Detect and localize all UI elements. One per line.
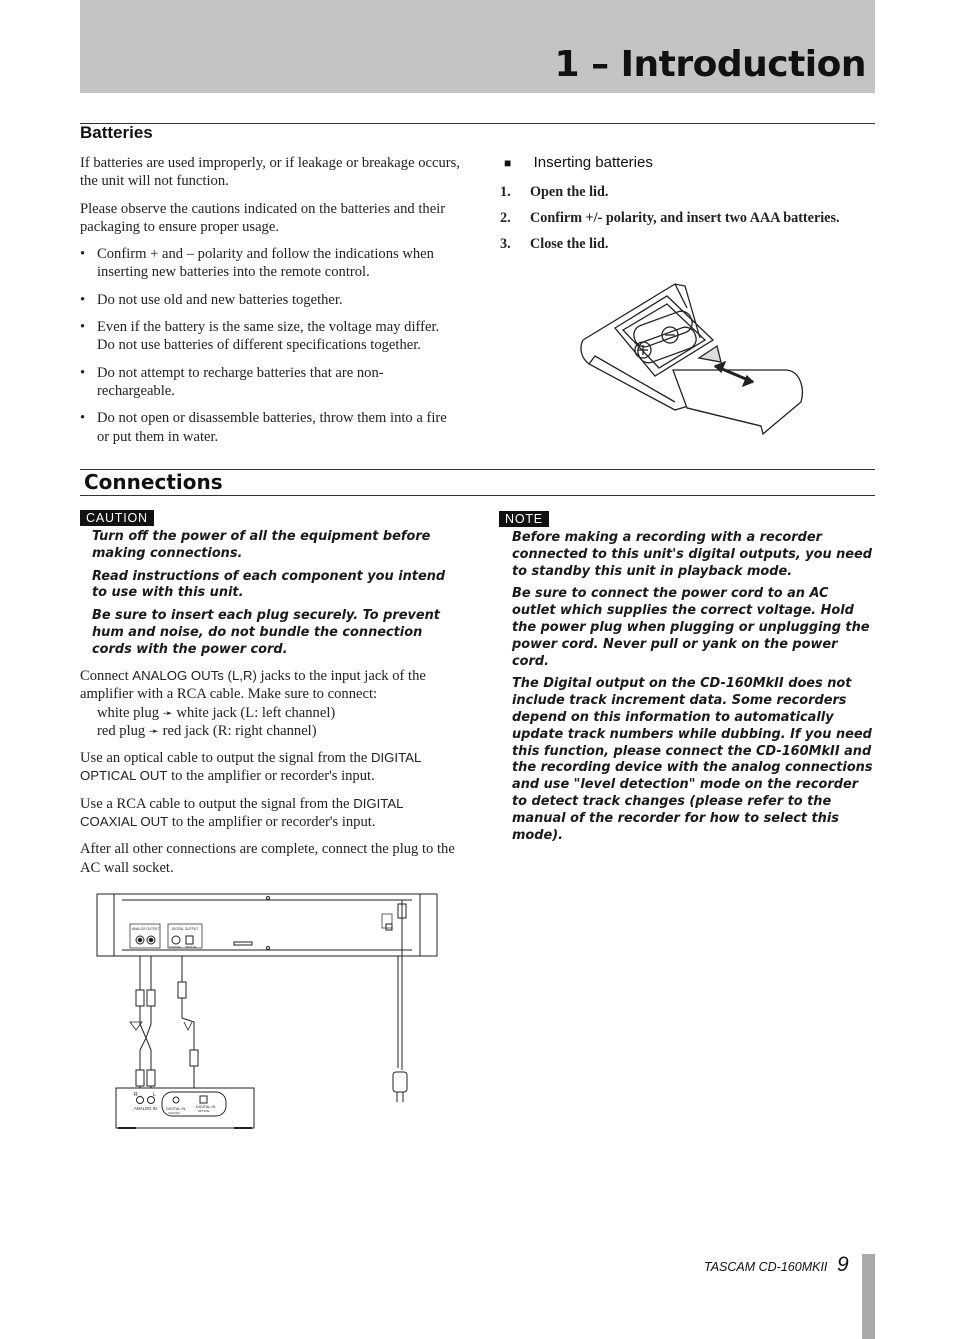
note-text (512, 530, 874, 850)
caution-paragraph: Read instructions of each component you intend to use with this unit. (92, 568, 446, 601)
batteries-paragraph: If batteries are used improperly, or if leakage or breakage occurs, the unit will not function. (80, 155, 460, 190)
final-paragraph: After all other connections are complete, connect the plug to the AC wall socket. (80, 841, 455, 876)
svg-text:ANALOG OUTPUT: ANALOG OUTPUT (132, 927, 160, 931)
svg-text:COAXIAL: COAXIAL (169, 945, 182, 949)
list-item: • Even if the battery is the same size, the voltage may differ. Do not use batteries of different specifications together. (80, 319, 440, 354)
connections-heading: Connections (84, 470, 223, 494)
svg-text:ANALOG IN: ANALOG IN (134, 1106, 157, 1111)
list-item: 3. Close the lid. (500, 236, 609, 252)
footer-model: TASCAM CD-160MKII (704, 1260, 828, 1274)
svg-text:OPTICAL: OPTICAL (198, 1109, 210, 1113)
bullet-icon: • (80, 246, 86, 263)
batteries-paragraph: Please observe the cautions indicated on the batteries and their packaging to ensure proper usage. (80, 200, 446, 235)
coaxial-paragraph: Use a RCA cable to output the signal from the DIGITAL COAXIAL OUT to the amplifier or recorder's input. (80, 795, 404, 831)
side-tab-bar (862, 1254, 875, 1339)
connection-diagram (96, 890, 441, 1135)
bullet-icon: • (80, 410, 86, 427)
chapter-title: 1 – Introduction (554, 44, 866, 85)
svg-text:DIGITAL OUTPUT: DIGITAL OUTPUT (172, 927, 199, 931)
list-item: 2. Confirm +/- polarity, and insert two AAA batteries. (500, 210, 840, 226)
remote-battery-compartment-illustration (575, 278, 825, 438)
caution-paragraph: Be sure to insert each plug securely. To prevent hum and noise, do not bundle the connection cords with the power cord. (92, 608, 440, 657)
note-paragraph: The Digital output on the CD-160MkII does not include track increment data. Some recorders depend on this information to automatically update track numbers while dubbing. If you need this function, please connect the CD-160MkII and the recording device with the analog connections and use "level detection" mode on the recorder to detect track changes (please refer to the manual of the recorder for how to select this mode). (512, 676, 873, 843)
red-plug-line: red plug ➛ red jack (R: right channel) (97, 722, 317, 739)
svg-text:OPTICAL: OPTICAL (185, 945, 197, 949)
optical-paragraph: Use an optical cable to output the signal from the DIGITAL OPTICAL OUT to the amplifier or recorder's input. (80, 750, 421, 785)
bullet-icon: • (80, 364, 86, 381)
square-bullet-icon: ■ (504, 156, 512, 170)
bullet-icon: • (80, 291, 86, 308)
white-plug-line: white plug ➛ white jack (L: left channel) (97, 704, 336, 721)
list-item: • Do not use old and new batteries together. (80, 291, 343, 308)
caution-paragraph: Turn off the power of all the equipment before making connections. (92, 529, 431, 561)
batteries-body (80, 154, 460, 455)
list-item: • Confirm + and – polarity and follow the indications when inserting new batteries into the remote control. (80, 246, 434, 281)
analog-paragraph: Connect ANALOG OUTs (L,R) jacks to the input jack of the amplifier with a RCA cable. Make sure to connect: (80, 668, 426, 703)
connections-body (80, 667, 460, 886)
section-rule (80, 495, 875, 496)
section-rule (80, 123, 875, 124)
note-paragraph: Before making a recording with a recorder connected to this unit's digital outputs, you need to standby this unit in playback mode. (512, 530, 873, 579)
list-item: • Do not attempt to recharge batteries that are non-rechargeable. (80, 364, 384, 399)
page-number: 9 (837, 1253, 849, 1276)
caution-label: CAUTION (80, 509, 154, 527)
arrow-icon: ➛ (162, 705, 173, 720)
bullet-icon: • (80, 319, 86, 336)
caution-text (92, 529, 462, 665)
inserting-heading: ■ Inserting batteries (504, 154, 653, 171)
note-paragraph: Be sure to connect the power cord to an AC outlet which supplies the correct voltage. Hold the power plug when plugging or unplugging the power cord. Never pull or yank on the power cord. (512, 586, 870, 669)
svg-text:R: R (134, 1092, 138, 1098)
list-item: • Do not open or disassemble batteries, throw them into a fire or put them in water. (80, 410, 447, 445)
note-label: NOTE (499, 510, 549, 528)
batteries-bullet-list (80, 245, 460, 446)
svg-text:DIGITAL IN: DIGITAL IN (196, 1105, 216, 1109)
svg-text:DIGITAL IN: DIGITAL IN (166, 1107, 186, 1111)
svg-text:L: L (153, 1092, 156, 1098)
batteries-heading: Batteries (80, 123, 153, 142)
arrow-icon: ➛ (148, 723, 159, 738)
svg-text:COAXIAL: COAXIAL (168, 1111, 181, 1115)
list-item: 1. Open the lid. (500, 184, 609, 200)
inserting-steps (500, 184, 880, 262)
